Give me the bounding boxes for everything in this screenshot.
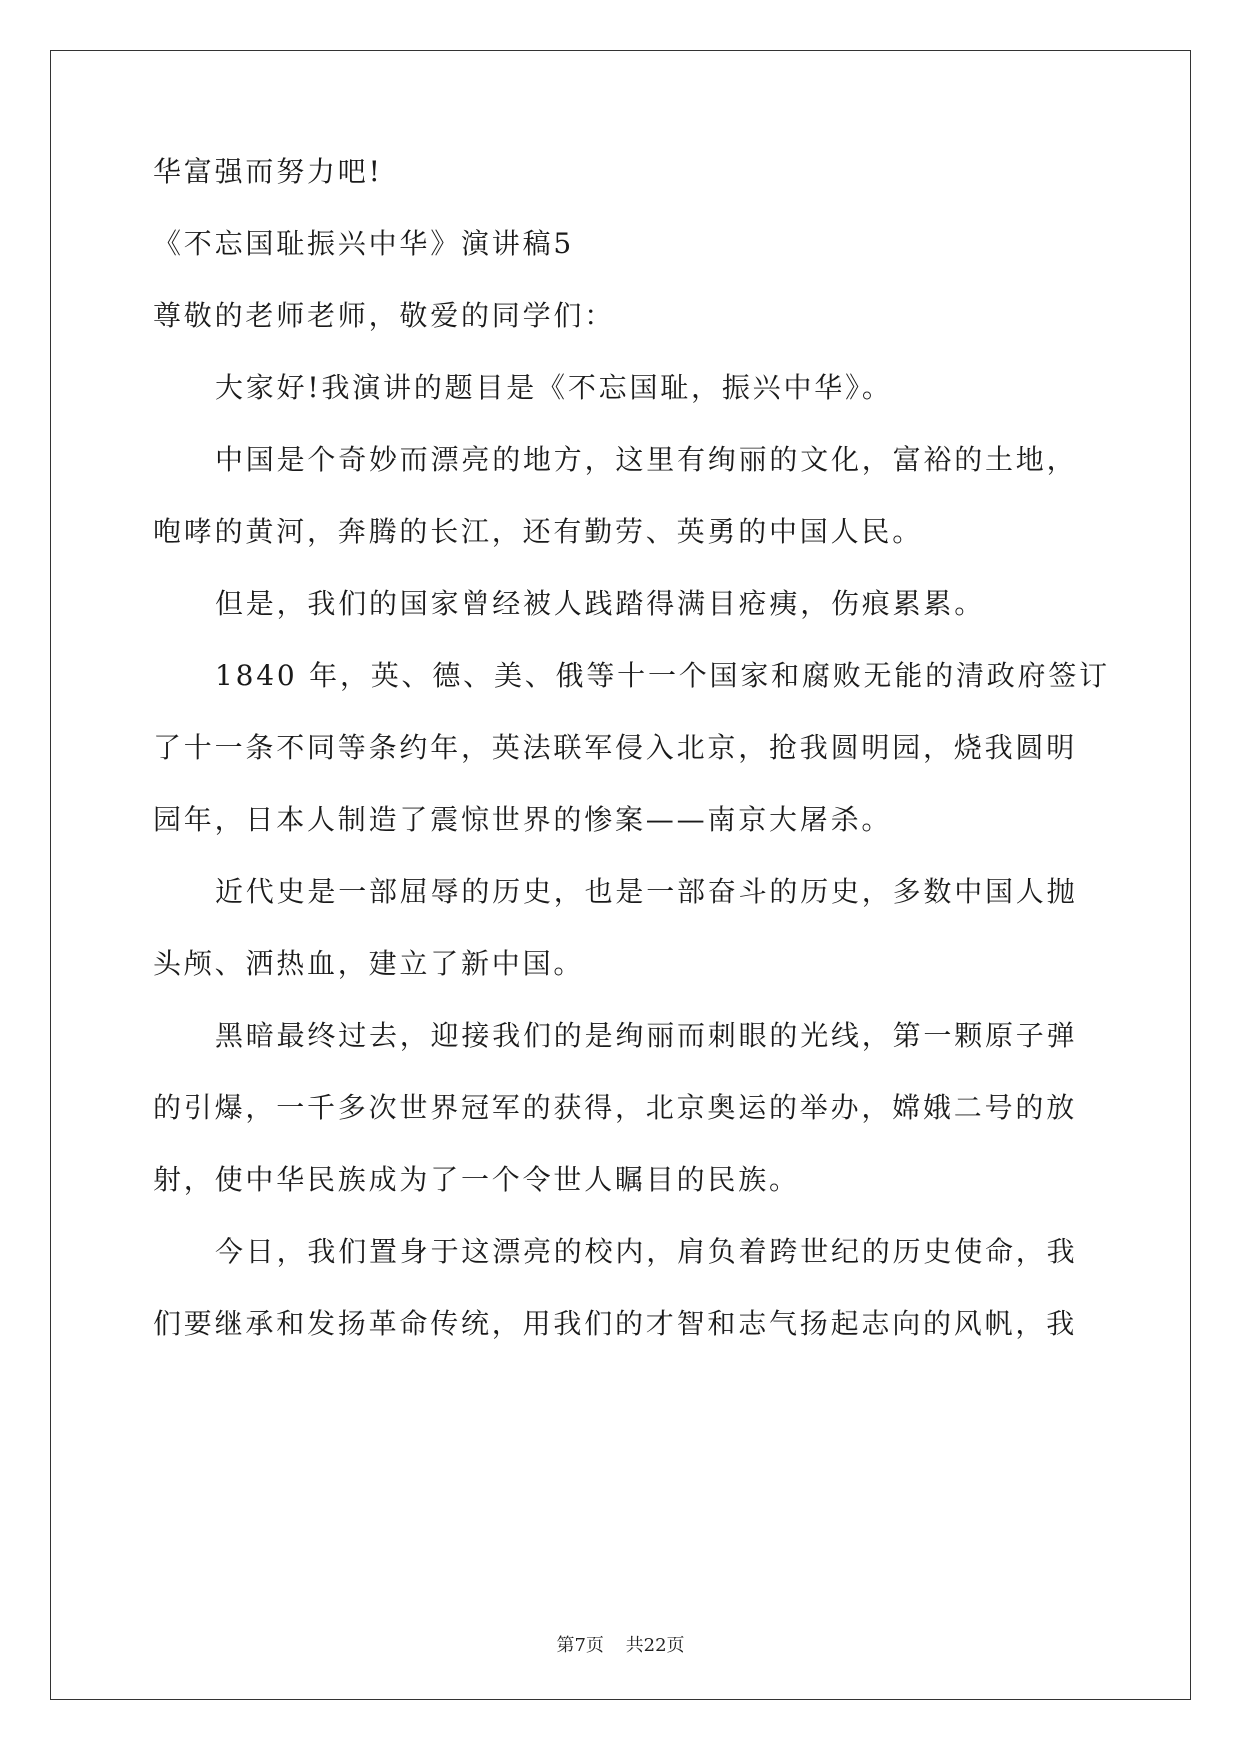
text-line: 近代史是一部屈辱的历史，也是一部奋斗的历史，多数中国人抛: [215, 875, 1078, 908]
text-line: 华富强而努力吧!: [153, 155, 383, 188]
text-line: 但是，我们的国家曾经被人践踏得满目疮痍，伤痕累累。: [215, 587, 986, 620]
text-line: 了十一条不同等条约年，英法联军侵入北京，抢我圆明园，烧我圆明: [153, 731, 1078, 764]
salutation: 尊敬的老师老师，敬爱的同学们：: [153, 299, 616, 332]
section-title: 《不忘国耻振兴中华》演讲稿5: [153, 227, 575, 260]
text-line: 1840 年，英、德、美、俄等十一个国家和腐败无能的清政府签订: [215, 659, 1110, 692]
text-line: 大家好!我演讲的题目是《不忘国耻，振兴中华》。: [215, 371, 893, 404]
text-line: 射，使中华民族成为了一个令世人瞩目的民族。: [153, 1163, 800, 1196]
text-line: 咆哮的黄河，奔腾的长江，还有勤劳、英勇的中国人民。: [153, 515, 924, 548]
text-line: 们要继承和发扬革命传统，用我们的才智和志气扬起志向的风帆，我: [153, 1307, 1078, 1340]
text-line: 今日，我们置身于这漂亮的校内，肩负着跨世纪的历史使命，我: [215, 1235, 1078, 1268]
text-line: 的引爆，一千多次世界冠军的获得，北京奥运的举办，嫦娥二号的放: [153, 1091, 1078, 1124]
page-footer: [0, 1634, 1241, 1658]
text-line: 黑暗最终过去，迎接我们的是绚丽而刺眼的光线，第一颗原子弹: [215, 1019, 1078, 1052]
page-number: 第7页: [556, 1635, 604, 1656]
text-line: 中国是个奇妙而漂亮的地方，这里有绚丽的文化，富裕的土地，: [215, 443, 1078, 476]
page-total: 共22页: [625, 1635, 685, 1656]
text-line: 园年，日本人制造了震惊世界的惨案——南京大屠杀。: [153, 803, 893, 836]
text-line: 头颅、洒热血，建立了新中国。: [153, 947, 585, 980]
